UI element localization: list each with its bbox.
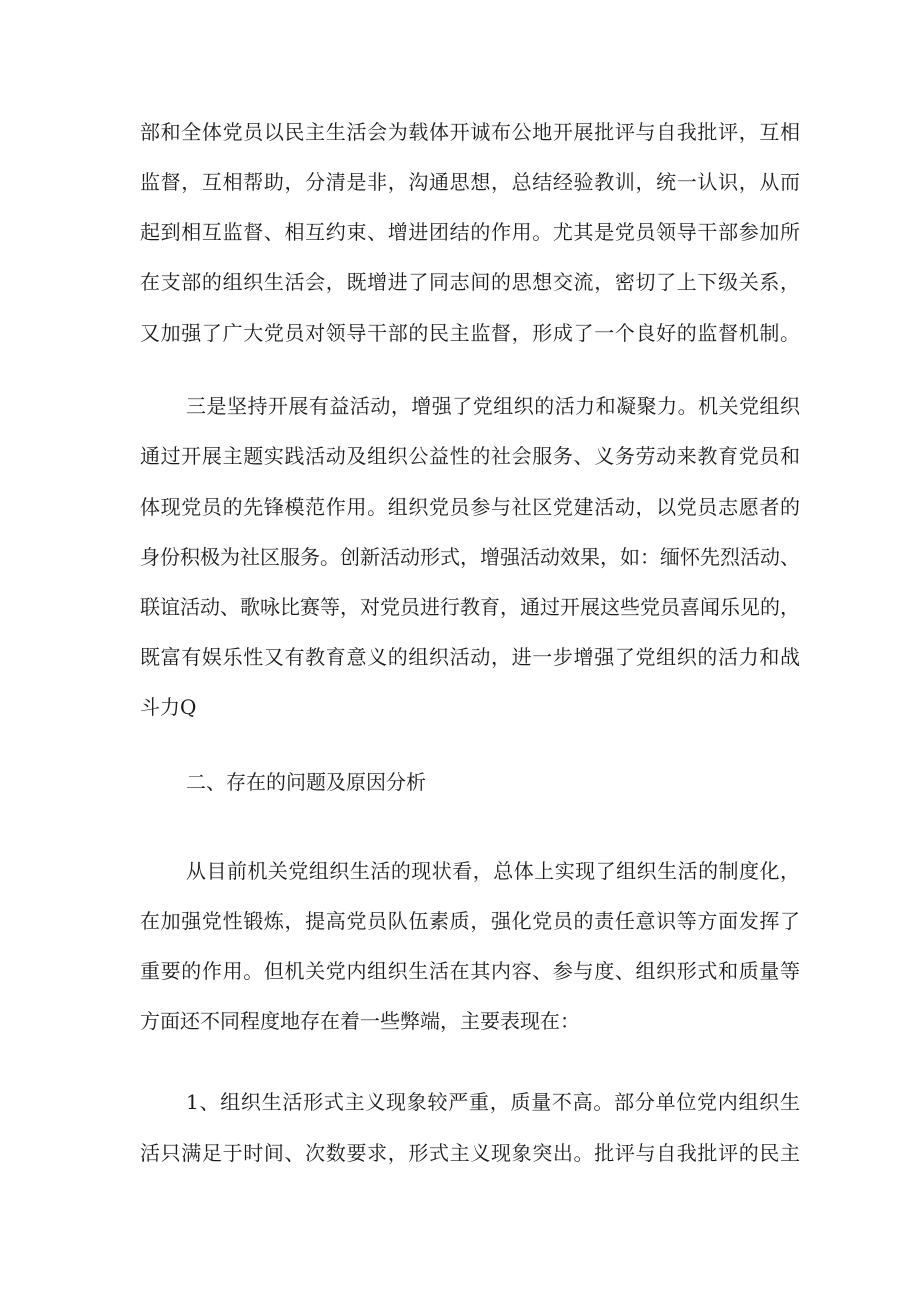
text-line: 活只满足于时间、次数要求，形式主义现象突出。批评与自我批评的民主 xyxy=(140,1141,800,1165)
text-line: 重要的作用。但机关党内组织生活在其内容、参与度、组织形式和质量等 xyxy=(140,959,800,983)
text-line: 联谊活动、歌咏比赛等，对党员进行教育，通过开展这些党员喜闻乐见的， xyxy=(140,595,800,619)
text-line: 部和全体党员以民主生活会为载体开诚布公地开展批评与自我批评，互相 xyxy=(140,120,800,144)
text-line: 又加强了广大党员对领导干部的民主监督，形成了一个良好的监督机制。 xyxy=(140,321,800,345)
text-line: 起到相互监督、相互约束、增进团结的作用。尤其是党员领导干部参加所 xyxy=(140,220,800,244)
section-heading: 二、存在的问题及原因分析 xyxy=(186,770,426,794)
text-line: 斗力Q xyxy=(140,695,197,719)
text-line: 在加强党性锻炼，提高党员队伍素质，强化党员的责任意识等方面发挥了 xyxy=(140,909,800,933)
text-line: 体现党员的先锋模范作用。组织党员参与社区党建活动，以党员志愿者的 xyxy=(140,495,800,519)
text-line: 在支部的组织生活会，既增进了同志间的思想交流，密切了上下级关系， xyxy=(140,270,800,294)
text-line: 三是坚持开展有益活动，增强了党组织的活力和凝聚力。机关党组织 xyxy=(186,394,800,418)
text-line: 身份积极为社区服务。创新活动形式，增强活动效果，如：缅怀先烈活动、 xyxy=(140,545,800,569)
text-line: 1、组织生活形式主义现象较严重，质量不高。部分单位党内组织生 xyxy=(186,1090,800,1114)
text-line: 监督，互相帮助，分清是非，沟通思想，总结经验教训，统一认识，从而 xyxy=(140,170,800,194)
text-line: 既富有娱乐性又有教育意义的组织活动，进一步增强了党组织的活力和战 xyxy=(140,645,800,669)
text-line: 从目前机关党组织生活的现状看，总体上实现了组织生活的制度化， xyxy=(186,859,800,883)
text-line: 通过开展主题实践活动及组织公益性的社会服务、义务劳动来教育党员和 xyxy=(140,444,800,468)
text-line: 方面还不同程度地存在着一些弊端，主要表现在： xyxy=(140,1009,580,1033)
